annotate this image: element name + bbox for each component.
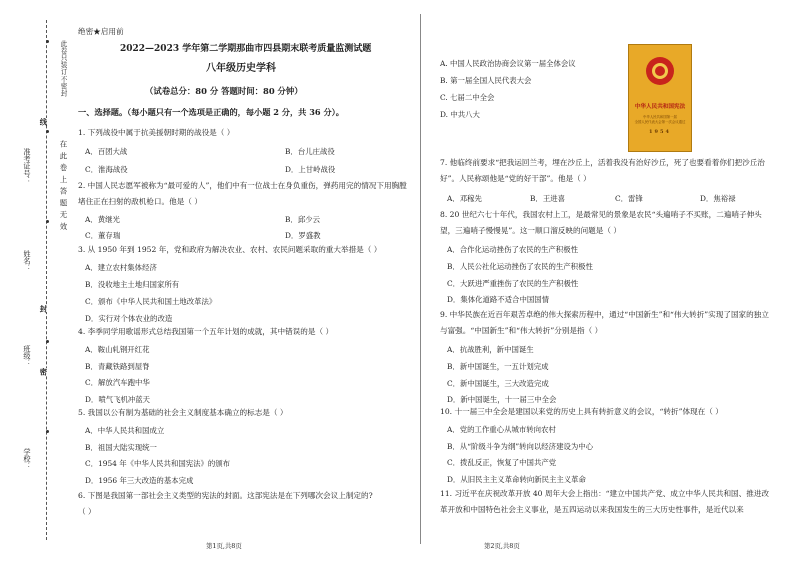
question-6-stem: 6. 下图是我国第一部社会主义类型的宪法的封面。这部宪法是在下列哪次会议上制定的? xyxy=(78,491,373,500)
q6-option-b[interactable]: B. 第一届全国人民代表大会 xyxy=(440,76,532,85)
q9-option-d[interactable]: D．新中国诞生，十一届三中全会 xyxy=(447,395,557,404)
binding-word-secret: 密 xyxy=(39,368,48,376)
binding-dot xyxy=(46,220,49,223)
q6-option-a[interactable]: A. 中国人民政治协商会议第一届全体会议 xyxy=(440,59,576,68)
question-2-stem: 2. 中国人民志愿军被称为“最可爱的人”，他们中有一位战士在身负重伤，弹药用完的情况下用胸膛堵住正在扫射的敌机枪口。他是（ ） xyxy=(78,181,407,206)
binding-dot xyxy=(46,130,49,133)
question-11-stem: 11. 习近平在庆祝改革开放 40 周年大会上指出：“建立中国共产党、成立中华人民共和国、推进改革开放和中国特色社会主义事业，是五四运动以来我国发生的三大历史性事件，是近代以来 xyxy=(440,489,770,514)
q8-option-d[interactable]: D．集体化道路不适合中国国情 xyxy=(447,295,550,304)
exam-title: 2022—2023 学年第二学期那曲市四县期末联考质量监测试题 xyxy=(120,44,372,54)
q7-option-a[interactable]: A．邓稼先 xyxy=(447,194,482,203)
q4-option-b[interactable]: B．青藏铁路到屋脊 xyxy=(85,362,150,371)
q5-option-a[interactable]: A．中华人民共和国成立 xyxy=(85,426,165,435)
q8-option-c[interactable]: C．大跃进严重挫伤了农民的生产积极性 xyxy=(447,279,579,288)
national-emblem-icon xyxy=(646,57,674,85)
constitution-cover-image xyxy=(628,44,692,152)
q8-option-a[interactable]: A．合作化运动挫伤了农民的生产积极性 xyxy=(447,245,578,254)
page-number-2: 第2页,共8页 xyxy=(484,542,520,550)
q2-option-d[interactable]: D．罗盛教 xyxy=(285,231,321,240)
q1-option-c[interactable]: C．淮海战役 xyxy=(85,165,128,174)
label-name: 姓名： xyxy=(23,250,32,272)
exam-meta: （试卷总分：80 分 答题时间：80 分钟） xyxy=(145,86,303,96)
q9-option-c[interactable]: C．新中国诞生，三大改造完成 xyxy=(447,379,549,388)
page-divider xyxy=(420,14,421,544)
binding-dot xyxy=(46,430,49,433)
binding-dot xyxy=(46,40,49,43)
page-number-1: 第1页,共8页 xyxy=(206,542,242,550)
q4-option-a[interactable]: A．鞍山轧钢开红花 xyxy=(85,345,150,354)
cover-line-2: 全国人民代表大会第一次会议通过 xyxy=(634,120,686,124)
q1-option-d[interactable]: D．上甘岭战役 xyxy=(285,165,336,174)
binding-word-line: 线 xyxy=(39,118,48,126)
question-1-stem: 1. 下列战役中属于抗美援朝时期的战役是（ ） xyxy=(78,128,235,137)
q1-option-a[interactable]: A．百团大战 xyxy=(85,147,128,156)
question-3-stem: 3. 从 1950 年到 1952 年，党和政府为解决农业、农村、农民问题采取的重大举措是（ ） xyxy=(78,245,382,254)
section-heading: 一、选择题。（每小题只有一个选项是正确的，每小题 2 分，共 36 分）。 xyxy=(78,107,344,117)
binding-hint: 在 此 卷 上 答 题 无 效 xyxy=(59,140,68,231)
label-school: 学校： xyxy=(23,448,32,470)
q3-option-a[interactable]: A．建立农村集体经济 xyxy=(85,263,157,272)
cover-title: 中华人民共和国宪法 xyxy=(634,104,686,110)
q2-option-a[interactable]: A．黄继光 xyxy=(85,215,120,224)
q5-option-d[interactable]: D．1956 年三大改造的基本完成 xyxy=(85,476,194,485)
question-5-stem: 5. 我国以公有制为基础的社会主义制度基本确立的标志是（ ） xyxy=(78,408,288,417)
q1-option-b[interactable]: B．台儿庄战役 xyxy=(285,147,335,156)
binding-warning: 此卷只装订不密封 xyxy=(59,40,67,97)
q7-option-d[interactable]: D．焦裕禄 xyxy=(700,194,736,203)
q2-option-b[interactable]: B．邱少云 xyxy=(285,215,320,224)
question-9-stem: 9. 中华民族在近百年艰苦卓绝的伟大探索历程中，通过“中国新生”和“伟大转折”实现了国家的独立与富强。“中国新生”和“伟大转折”分别是指（ ） xyxy=(440,310,769,335)
q9-option-a[interactable]: A．抗战胜利，新中国诞生 xyxy=(447,345,534,354)
question-7-stem: 7. 他临终前要求“把我运回兰考，埋在沙丘上，活着我没有治好沙丘，死了也要看着你们把沙丘治好”。人民称颂他是“党的好干部”。他是（ ） xyxy=(440,158,765,183)
binding-margin xyxy=(42,20,50,540)
q5-option-b[interactable]: B．祖国大陆实现统一 xyxy=(85,443,157,452)
subject-title: 八年级历史学科 xyxy=(206,63,276,74)
q6-option-d[interactable]: D. 中共八大 xyxy=(440,110,480,119)
cover-year: 1954 xyxy=(649,129,671,135)
q3-option-c[interactable]: C．颁布《中华人民共和国土地改革法》 xyxy=(85,297,217,306)
q4-option-d[interactable]: D．喷气飞机冲蓝天 xyxy=(85,395,151,404)
q7-option-c[interactable]: C．雷锋 xyxy=(615,194,643,203)
label-class: 班级： xyxy=(23,345,32,367)
q8-option-b[interactable]: B．人民公社化运动挫伤了农民的生产积极性 xyxy=(447,262,593,271)
q7-option-b[interactable]: B．王进喜 xyxy=(530,194,565,203)
binding-line xyxy=(46,20,47,540)
question-6-answer-blank: （ ） xyxy=(78,507,96,516)
q3-option-b[interactable]: B．没收地主土地归国家所有 xyxy=(85,280,180,289)
q2-option-c[interactable]: C．董存瑞 xyxy=(85,231,121,240)
label-exam-number: 准考证号： xyxy=(23,148,32,184)
q3-option-d[interactable]: D．实行对个体农业的改造 xyxy=(85,314,173,323)
q4-option-c[interactable]: C．解放汽车跑中华 xyxy=(85,378,150,387)
q10-option-c[interactable]: C．拨乱反正，恢复了中国共产党 xyxy=(447,458,557,467)
q10-option-d[interactable]: D．从旧民主主义革命转向新民主主义革命 xyxy=(447,475,586,484)
cover-line-1: 中华人民共和国第一届 xyxy=(643,115,677,119)
q10-option-b[interactable]: B．从“阶级斗争为纲”转向以经济建设为中心 xyxy=(447,442,594,451)
question-10-stem: 10. 十一届三中全会是建国以来党的历史上具有转折意义的会议，“转折”体现在（ ） xyxy=(440,407,723,416)
question-8-stem: 8. 20 世纪六七十年代，我国农村上工，是最常见的景象是农民“头遍哨子不买账，二遍哨子伸头望，三遍哨子慢慢晃”。这一顺口溜反映的问题是（ ） xyxy=(440,210,762,235)
q5-option-c[interactable]: C．1954 年《中华人民共和国宪法》的颁布 xyxy=(85,459,231,468)
secret-mark: 绝密★启用前 xyxy=(78,27,124,36)
question-4-stem: 4. 李季同学用歌谣形式总结我国第一个五年计划的成就，其中错误的是（ ） xyxy=(78,327,334,336)
q6-option-c[interactable]: C. 七届二中全会 xyxy=(440,93,495,102)
binding-word-seal: 封 xyxy=(39,305,48,313)
q9-option-b[interactable]: B．新中国诞生，一五计划完成 xyxy=(447,362,549,371)
binding-dot xyxy=(46,340,49,343)
q10-option-a[interactable]: A．党的工作重心从城市转向农村 xyxy=(447,425,556,434)
